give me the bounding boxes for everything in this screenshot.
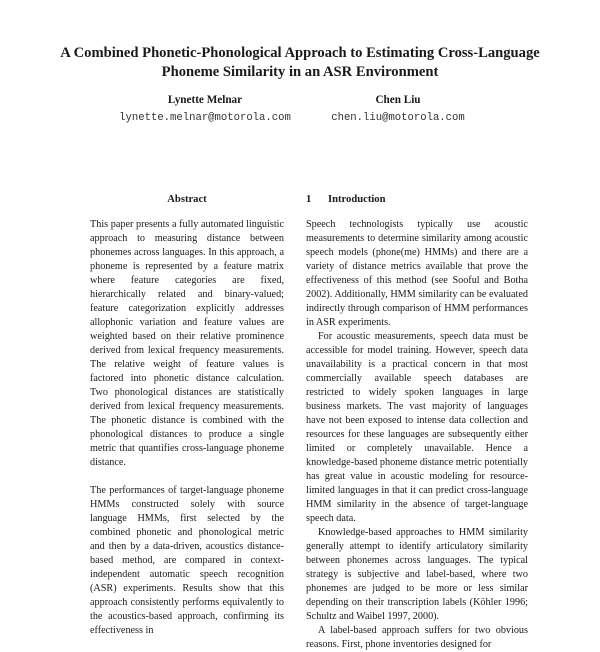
section-number: 1 [306,194,312,205]
body-paragraph: For acoustic measurements, speech data must be accessible for model training. However, speech data unavailability is a practical concern in that most commercially available speech databases are restricted to widely spoken languages in large business markets. The vast majority of languages have not been exposed to intense data collection and resources for these languages are subsequently either limited or completely unavailable. Hence a knowledge-based phoneme distance metric potentially has great value in acoustic modeling for resource-limited languages in that it can predict cross-language HMM similarity in the absence of target-language speech data. [306,331,528,524]
author-name: Chen Liu [375,94,421,106]
introduction-column [306,193,528,652]
introduction-heading [306,193,528,207]
paper-title: A Combined Phonetic-Phonological Approach to Estimating Cross-Language Phoneme Similarity in an ASR Environment [60,45,540,80]
abstract-heading: Abstract [167,194,207,205]
author-email: chen.liu@motorola.com [331,112,465,124]
body-paragraph: Speech technologists typically use acoustic measurements to determine similarity among acoustic speech models (phone(me) HMMs) and there are a variety of distance metrics available that prove the effectiveness of this method (see Sooful and Botha 2002). Additionally, HMM similarity can be evaluated indirectly through comparison of HMM performances in ASR experiments. [306,219,528,328]
abstract-paragraph: This paper presents a fully automated linguistic approach to measuring distance between phonemes across languages. In this approach, a phoneme is represented by a feature matrix where feature categories are fixed, hierarchically related and binary-valued; feature categorization explicitly addresses allophonic variation and feature values are weighted based on their relative prominence derived from lexical frequency measurements. The relative weight of feature values is factored into phonetic distance calculation. Two phonological distances are statistically derived from lexical frequency measurements. The phonetic distance is combined with the phonological distances to produce a single metric that quantifies cross-language phoneme distance. [90,219,284,468]
body-paragraph: A label-based approach suffers for two obvious reasons. First, phone inventories designed for [306,625,528,650]
author-email: lynette.melnar@motorola.com [119,112,291,124]
author-name: Lynette Melnar [167,94,243,106]
author-block [283,93,513,125]
abstract-paragraph: The performances of target-language phoneme HMMs constructed solely with source language HMMs, first selected by the combined phonetic and phonological metric and then by a data-driven, acoustics distance-based method, are compared in context-independent automatic speech recognition (ASR) experiments. Results show that this approach consistently performs equivalently to the acoustics-based approach, confirming its effectiveness in [90,485,284,636]
body-paragraph: Knowledge-based approaches to HMM similarity generally attempt to identify articulatory similarity between phonemes across languages. The typical strategy is subjective and label-based, where two phonemes are judged to be more or less similar depending on their transcription labels (Köhler 1996; Schultz and Waibel 1997, 2000). [306,527,528,622]
section-title: Introduction [328,194,386,205]
abstract-column [90,193,284,638]
